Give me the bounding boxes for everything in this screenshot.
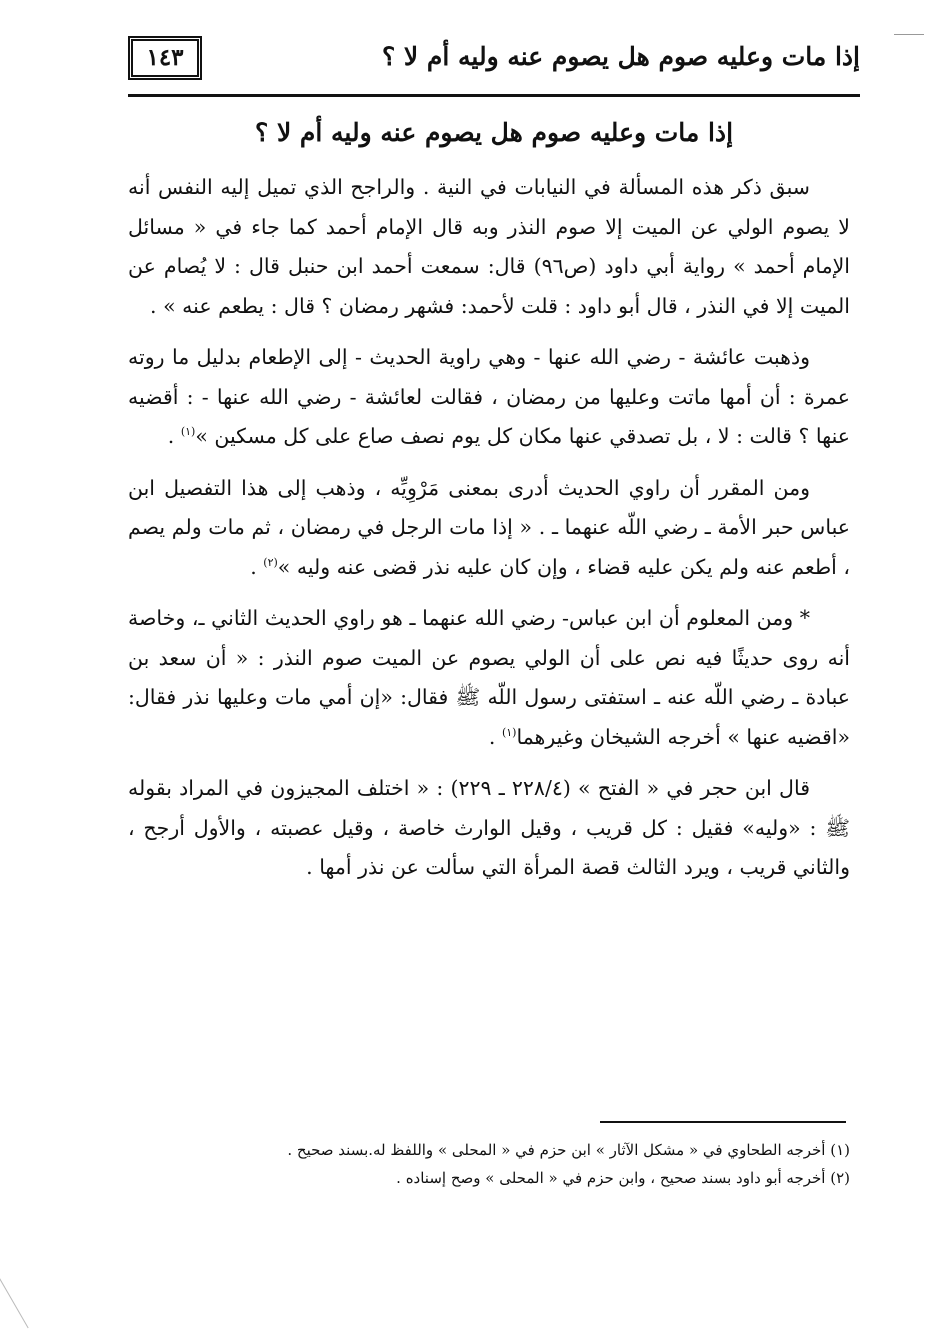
footnote: (٢) أخرجه أبو داود بسند صحيح ، وابن حزم في « المحلى » وصح إسناده . bbox=[396, 1169, 850, 1187]
paragraph-text: ومن المقرر أن راوي الحديث أدرى بمعنى مَرْوِيِّه ، وذهب إلى هذا التفصيل ابن عباس حبر الأمة ـ رضي اللّه عنهما ـ . « إذا مات الرجل في رمضان ، ثم مات ولم يصم ، أطعم عنه ولم يكن عليه قضاء ، وإن كان عليه نذر قضى عنه وليه » bbox=[128, 475, 850, 579]
paragraph: * ومن المعلوم أن ابن عباس- رضي الله عنهما ـ هو راوي الحديث الثاني ـ، وخاصة أنه روى حديثًا فيه نص على أن الولي يصوم عن الميت صوم النذر : « أن سعد بن عبادة ـ رضي اللّه عنه ـ استفتى رسول اللّه ﷺ فقال: «إن أمي مات وعليها نذر فقال: «اقضيه عنها » أخرجه الشيخان وغيرهما$^{(١)}$ . bbox=[128, 606, 850, 749]
paragraph-text: سبق ذكر هذه المسألة في النيابات في النية . والراجح الذي تميل إليه النفس أنه لا يصوم الولي عن الميت إلا صوم النذر وبه قال الإمام أحمد كما جاء في « مسائل الإمام أحمد » رواية أبي داود (ص٩٦) قال: سمعت أحمد ابن حنبل قال : لا يُصام عن الميت إلا في النذر ، قال أبو داود : قلت لأحمد: فشهر رمضان ؟ قال : يطعم عنه » . bbox=[128, 175, 850, 318]
paragraph: ومن المقرر أن راوي الحديث أدرى بمعنى مَرْوِيِّه ، وذهب إلى هذا التفصيل ابن عباس حبر الأمة ـ رضي اللّه عنهما ـ . « إذا مات الرجل في رمضان ، ثم مات ولم يصم ، أطعم عنه ولم يكن عليه قضاء ، وإن كان عليه نذر قضى عنه وليه »$^{(٢)}$ . bbox=[128, 475, 850, 579]
footnote: (١) أخرجه الطحاوي في « مشكل الآثار » ابن حزم في « المحلى » واللفظ له.بسند صحيح . bbox=[287, 1141, 850, 1159]
paragraph-text: قال ابن حجر في « الفتح » (٢٢٨/٤ ـ ٢٢٩) : « اختلف المجيزون في المراد بقوله ﷺ : «وليه» فقيل : كل قريب ، وقيل الوارث خاصة ، وقيل عصبته ، والأول أرجح ، والثاني قريب ، ويرد الثالث قصة المرأة التي سألت عن نذر أمها . bbox=[128, 776, 850, 879]
paragraph: وذهبت عائشة - رضي الله عنها - وهي راوية الحديث - إلى الإطعام بدليل ما روته عمرة : أن أمها ماتت وعليها من رمضان ، فقالت لعائشة - رضي الله عنها - : أقضيه عنها ؟ قالت : لا ، بل تصدقي عنها مكان كل يوم نصف صاع على كل مسكين »$^{(١)}$ . bbox=[128, 345, 850, 448]
running-header-title: إذا مات وعليه صوم هل يصوم عنه وليه أم لا ؟ bbox=[381, 42, 860, 71]
page-number: ١٤٣ bbox=[128, 36, 202, 80]
scan-mark bbox=[0, 1256, 63, 1328]
footnote-ref: (١) bbox=[501, 725, 517, 739]
paragraph bbox=[128, 168, 850, 326]
footnote-ref: (٢) bbox=[263, 555, 278, 569]
paragraph-text: وذهبت عائشة - رضي الله عنها - وهي راوية الحديث - إلى الإطعام بدليل ما روته عمرة : أن أمها ماتت وعليها من رمضان ، فقالت لعائشة - رضي الله عنها - : أقضيه عنها ؟ قالت : لا ، بل تصدقي عنها مكان كل يوم نصف صاع على كل مسكين » bbox=[128, 345, 850, 448]
running-header bbox=[128, 36, 860, 96]
footnote-divider bbox=[600, 1121, 846, 1123]
footnote-ref: (١) bbox=[180, 425, 196, 439]
header-divider bbox=[128, 94, 860, 97]
footnotes bbox=[120, 1136, 850, 1192]
paragraph bbox=[128, 769, 850, 888]
section-title: إذا مات وعليه صوم هل يصوم عنه وليه أم لا ؟ bbox=[254, 118, 734, 147]
body-text bbox=[128, 168, 850, 900]
scan-mark bbox=[894, 34, 924, 35]
paragraph-text: * ومن المعلوم أن ابن عباس- رضي الله عنهما ـ هو راوي الحديث الثاني ـ، وخاصة أنه روى حديثًا فيه نص على أن الولي يصوم عن الميت صوم النذر : « أن سعد بن عبادة ـ رضي اللّه عنه ـ استفتى رسول اللّه ﷺ فقال: «إن أمي مات وعليها نذر فقال: «اقضيه عنها » أخرجه الشيخان وغيرهما bbox=[128, 606, 850, 749]
